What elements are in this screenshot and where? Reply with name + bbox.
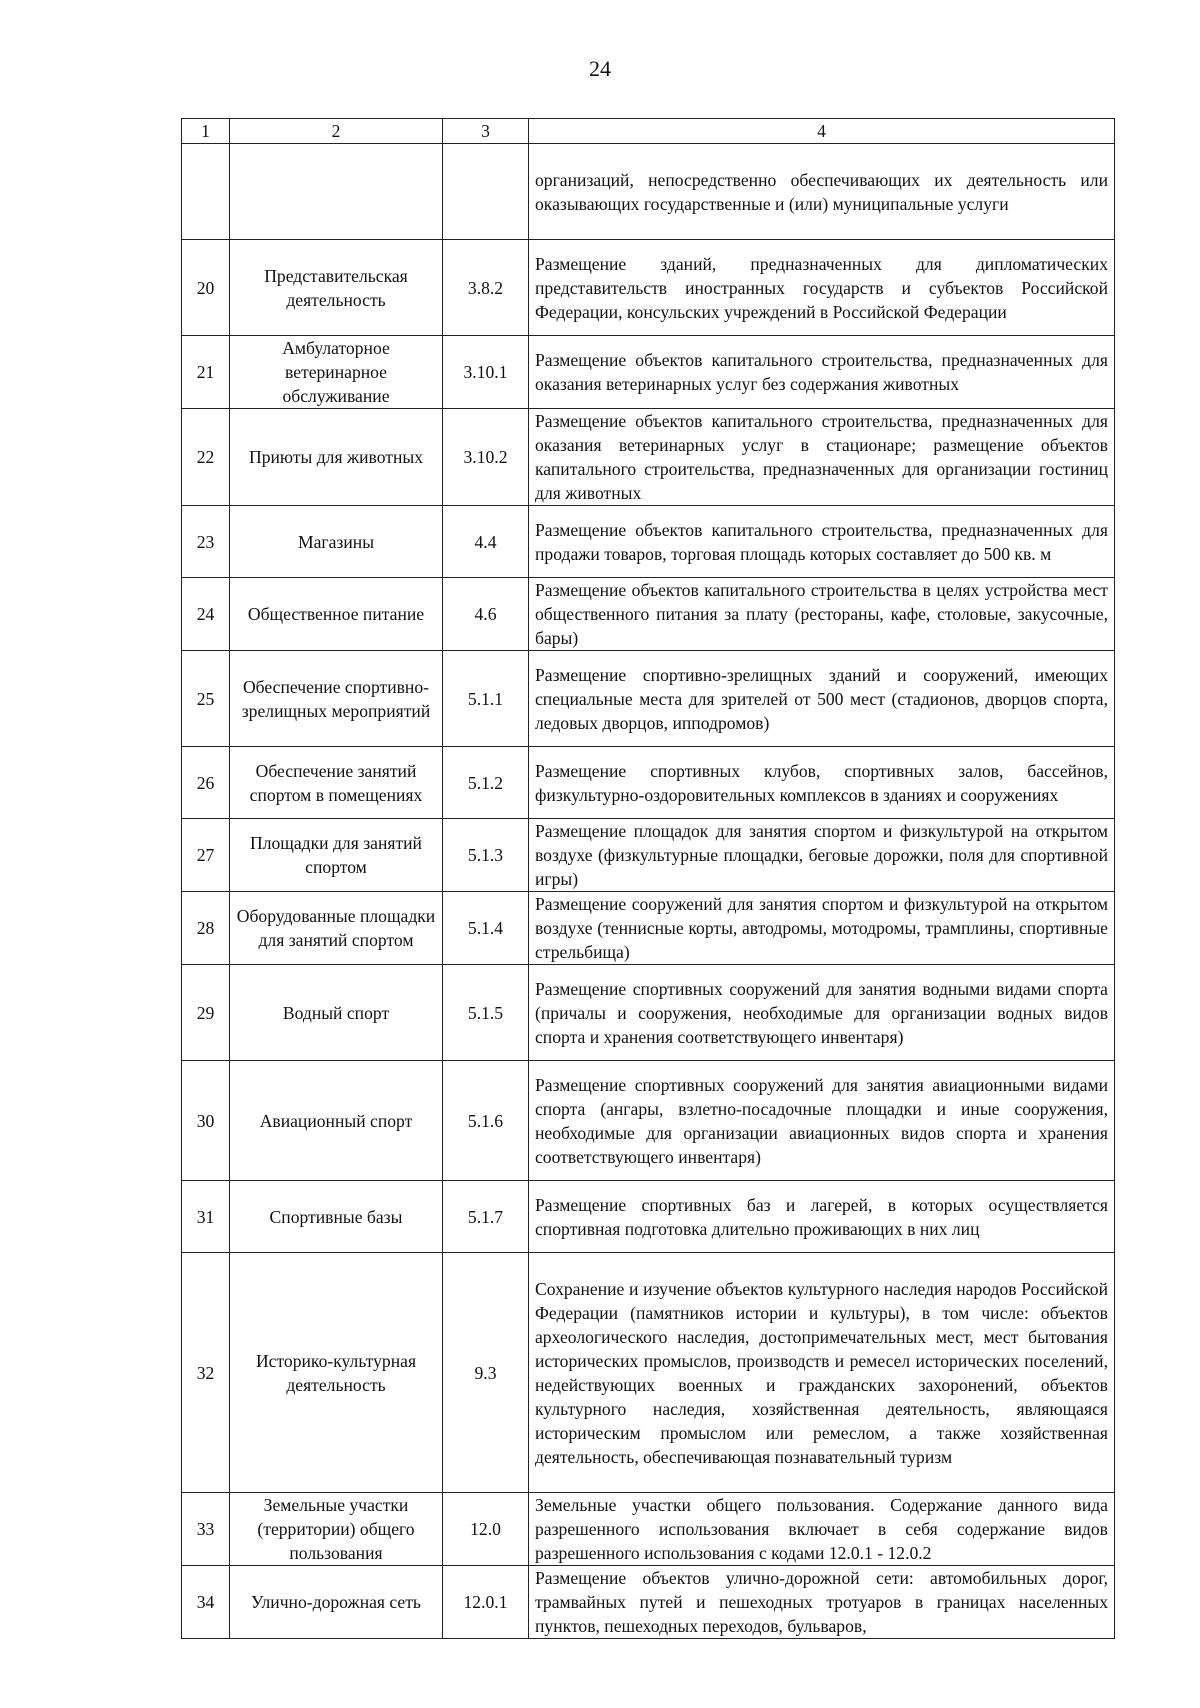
use-type-code: 4.4 bbox=[443, 506, 529, 578]
row-number: 30 bbox=[182, 1061, 230, 1181]
use-type-description: Земельные участки общего пользования. Содержание данного вида разрешенного использования включает в себя содержание видов разрешенного использования с кодами 12.0.1 - 12.0.2 bbox=[529, 1493, 1115, 1566]
use-type-description: Размещение площадок для занятия спортом и физкультурой на открытом воздухе (физкультурные площадки, беговые дорожки, поля для спортивной игры) bbox=[529, 819, 1115, 892]
use-type-description: организаций, непосредственно обеспечивающих их деятельность или оказывающих государственные и (или) муниципальные услуги bbox=[529, 144, 1115, 240]
use-type-code: 3.10.2 bbox=[443, 409, 529, 506]
use-type-code: 9.3 bbox=[443, 1253, 529, 1493]
column-header: 4 bbox=[529, 119, 1115, 144]
row-number: 22 bbox=[182, 409, 230, 506]
use-type-code: 5.1.1 bbox=[443, 651, 529, 747]
use-type-name: Магазины bbox=[230, 506, 443, 578]
row-number: 27 bbox=[182, 819, 230, 892]
table-row bbox=[182, 240, 1115, 336]
use-type-name: Представительская деятельность bbox=[230, 240, 443, 336]
row-number: 25 bbox=[182, 651, 230, 747]
use-type-description: Размещение спортивных сооружений для занятия авиационными видами спорта (ангары, взлетно-посадочные площадки и иные сооружения, необходимые для организации авиационных видов спорта и хранения соответствующего инвентаря) bbox=[529, 1061, 1115, 1181]
use-type-description: Размещение зданий, предназначенных для дипломатических представительств иностранных государств и субъектов Российской Федерации, консульских учреждений в Российской Федерации bbox=[529, 240, 1115, 336]
use-type-code: 3.10.1 bbox=[443, 336, 529, 409]
row-number: 24 bbox=[182, 578, 230, 651]
use-type-name: Площадки для занятий спортом bbox=[230, 819, 443, 892]
use-type-description: Размещение объектов капитального строительства, предназначенных для продажи товаров, торговая площадь которых составляет до 500 кв. м bbox=[529, 506, 1115, 578]
use-type-name: Амбулаторное ветеринарное обслуживание bbox=[230, 336, 443, 409]
row-number: 26 bbox=[182, 747, 230, 819]
use-type-code: 5.1.3 bbox=[443, 819, 529, 892]
use-type-description: Размещение объектов капитального строительства, предназначенных для оказания ветеринарных услуг без содержания животных bbox=[529, 336, 1115, 409]
use-type-name: Приюты для животных bbox=[230, 409, 443, 506]
table-row bbox=[182, 144, 1115, 240]
column-header: 2 bbox=[230, 119, 443, 144]
use-type-description: Размещение спортивных клубов, спортивных залов, бассейнов, физкультурно-оздоровительных комплексов в зданиях и сооружениях bbox=[529, 747, 1115, 819]
table-row bbox=[182, 819, 1115, 892]
land-use-table bbox=[181, 118, 1115, 1639]
use-type-name: Историко-культурная деятельность bbox=[230, 1253, 443, 1493]
row-number: 20 bbox=[182, 240, 230, 336]
table-row bbox=[182, 965, 1115, 1061]
row-number bbox=[182, 144, 230, 240]
use-type-description: Сохранение и изучение объектов культурного наследия народов Российской Федерации (памятников истории и культуры), в том числе: объектов археологического наследия, достопримечательных мест, мест бытования исторических промыслов, производств и ремесел исторических поселений, недействующих военных и гражданских захоронений, объектов культурного наследия, хозяйственная деятельность, являющаяся историческим промыслом или ремеслом, а также хозяйственная деятельность, обеспечивающая познавательный туризм bbox=[529, 1253, 1115, 1493]
row-number: 34 bbox=[182, 1566, 230, 1639]
table-row bbox=[182, 578, 1115, 651]
row-number: 31 bbox=[182, 1181, 230, 1253]
table-row bbox=[182, 1181, 1115, 1253]
use-type-name: Улично-дорожная сеть bbox=[230, 1566, 443, 1639]
use-type-code bbox=[443, 144, 529, 240]
column-header: 3 bbox=[443, 119, 529, 144]
use-type-code: 12.0 bbox=[443, 1493, 529, 1566]
table-row bbox=[182, 1493, 1115, 1566]
page-number: 24 bbox=[589, 56, 611, 81]
use-type-description: Размещение объектов капитального строительства, предназначенных для оказания ветеринарных услуг в стационаре; размещение объектов капитального строительства, предназначенных для организации гостиниц для животных bbox=[529, 409, 1115, 506]
use-type-code: 12.0.1 bbox=[443, 1566, 529, 1639]
use-type-name: Водный спорт bbox=[230, 965, 443, 1061]
use-type-code: 5.1.6 bbox=[443, 1061, 529, 1181]
use-type-description: Размещение сооружений для занятия спортом и физкультурой на открытом воздухе (теннисные корты, автодромы, мотодромы, трамплины, спортивные стрельбища) bbox=[529, 892, 1115, 965]
table-row bbox=[182, 1253, 1115, 1493]
table-row bbox=[182, 336, 1115, 409]
use-type-code: 3.8.2 bbox=[443, 240, 529, 336]
use-type-name: Общественное питание bbox=[230, 578, 443, 651]
use-type-name: Спортивные базы bbox=[230, 1181, 443, 1253]
use-type-code: 5.1.7 bbox=[443, 1181, 529, 1253]
table-row bbox=[182, 1061, 1115, 1181]
table-row bbox=[182, 892, 1115, 965]
row-number: 21 bbox=[182, 336, 230, 409]
column-header: 1 bbox=[182, 119, 230, 144]
table-row bbox=[182, 506, 1115, 578]
use-type-code: 5.1.2 bbox=[443, 747, 529, 819]
row-number: 33 bbox=[182, 1493, 230, 1566]
table-row bbox=[182, 1566, 1115, 1639]
use-type-name: Земельные участки (территории) общего пользования bbox=[230, 1493, 443, 1566]
use-type-description: Размещение объектов улично-дорожной сети: автомобильных дорог, трамвайных путей и пешеходных тротуаров в границах населенных пунктов, пешеходных переходов, бульваров, bbox=[529, 1566, 1115, 1639]
table-body bbox=[182, 144, 1115, 1639]
table-row bbox=[182, 651, 1115, 747]
row-number: 23 bbox=[182, 506, 230, 578]
use-type-description: Размещение объектов капитального строительства в целях устройства мест общественного питания за плату (рестораны, кафе, столовые, закусочные, бары) bbox=[529, 578, 1115, 651]
row-number: 29 bbox=[182, 965, 230, 1061]
use-type-code: 5.1.4 bbox=[443, 892, 529, 965]
use-type-name: Оборудованные площадки для занятий спортом bbox=[230, 892, 443, 965]
row-number: 32 bbox=[182, 1253, 230, 1493]
table-row bbox=[182, 747, 1115, 819]
column-number-row bbox=[182, 119, 1115, 144]
row-number: 28 bbox=[182, 892, 230, 965]
table-row bbox=[182, 409, 1115, 506]
use-type-description: Размещение спортивно-зрелищных зданий и сооружений, имеющих специальные места для зрителей от 500 мест (стадионов, дворцов спорта, ледовых дворцов, ипподромов) bbox=[529, 651, 1115, 747]
use-type-description: Размещение спортивных сооружений для занятия водными видами спорта (причалы и сооружения, необходимые для организации водных видов спорта и хранения соответствующего инвентаря) bbox=[529, 965, 1115, 1061]
use-type-description: Размещение спортивных баз и лагерей, в которых осуществляется спортивная подготовка длительно проживающих в них лиц bbox=[529, 1181, 1115, 1253]
use-type-code: 5.1.5 bbox=[443, 965, 529, 1061]
use-type-name: Обеспечение занятий спортом в помещениях bbox=[230, 747, 443, 819]
use-type-name bbox=[230, 144, 443, 240]
use-type-name: Авиационный спорт bbox=[230, 1061, 443, 1181]
use-type-code: 4.6 bbox=[443, 578, 529, 651]
use-type-name: Обеспечение спортивно-зрелищных мероприятий bbox=[230, 651, 443, 747]
